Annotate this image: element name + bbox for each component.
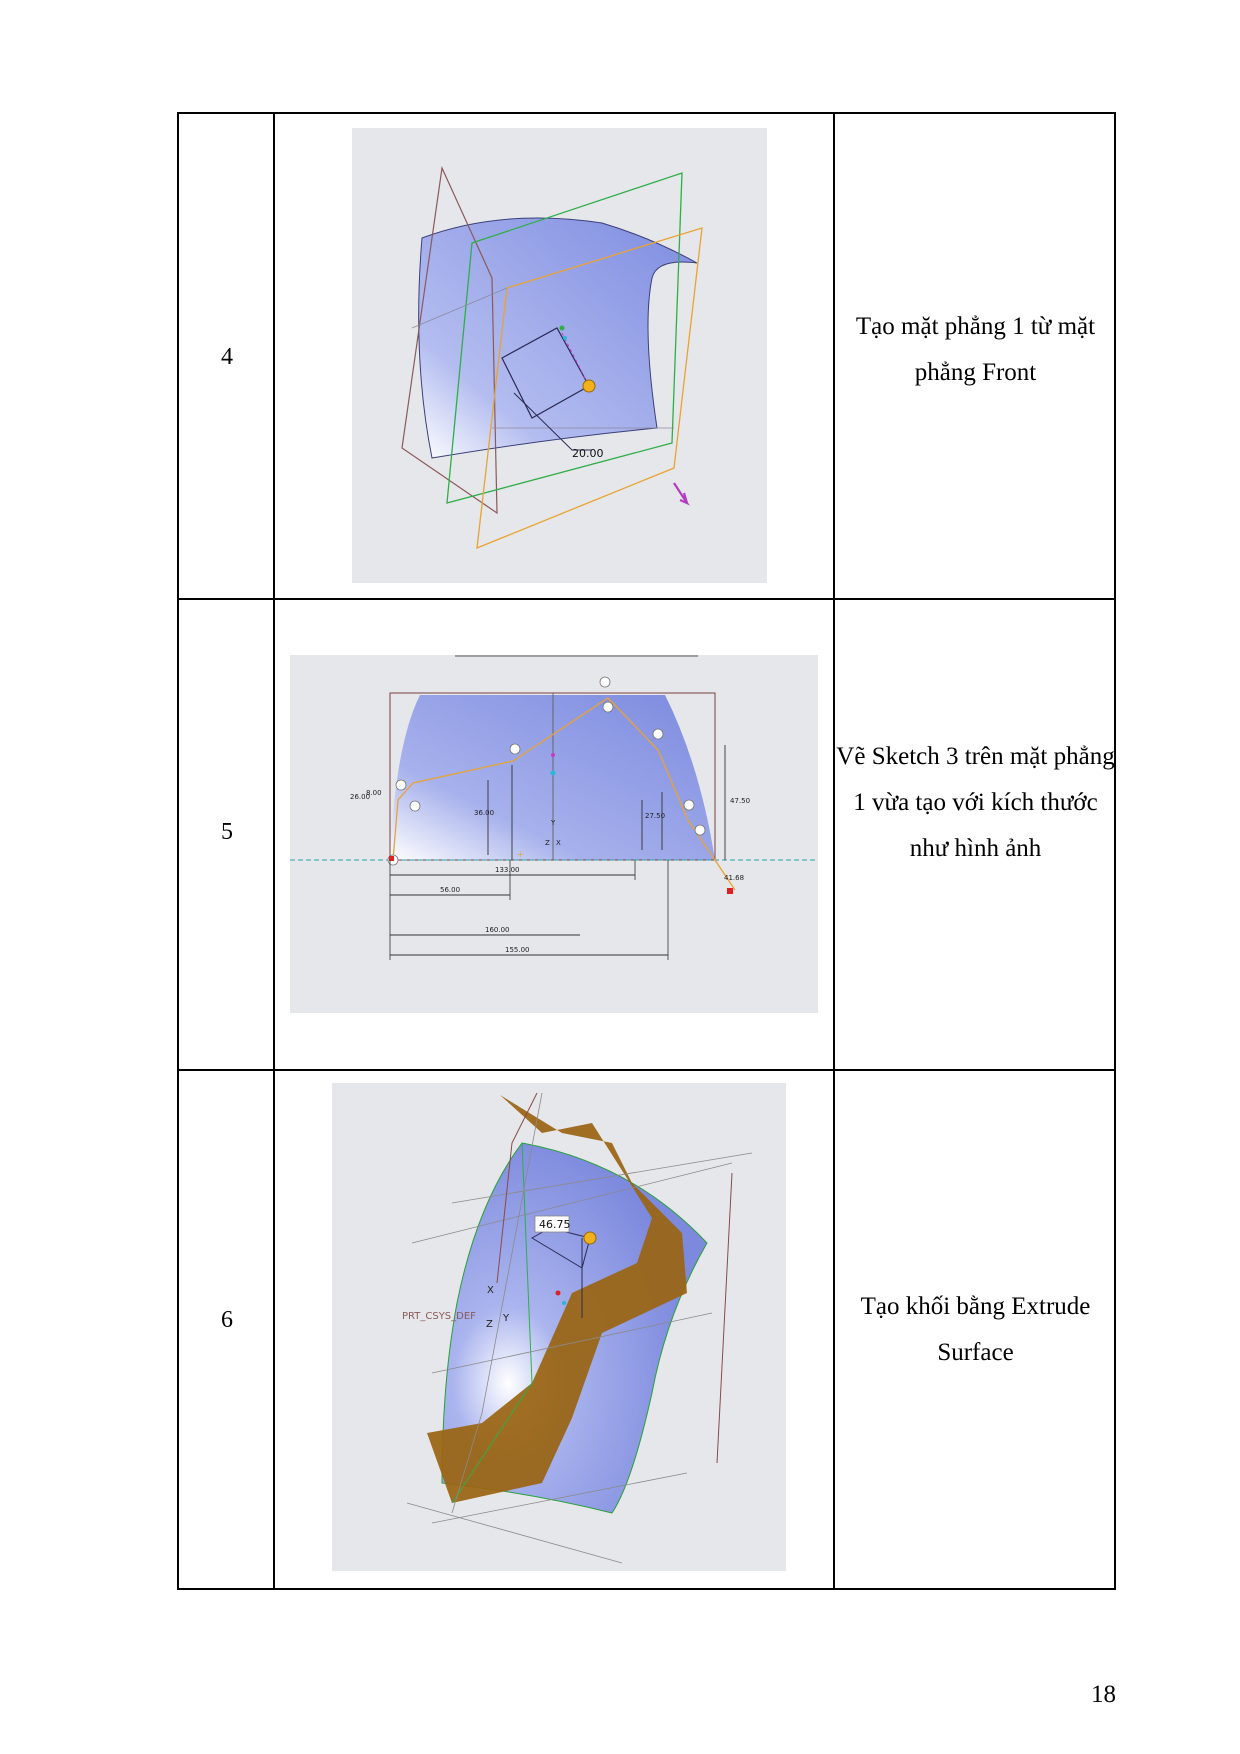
- axis-label: Z: [486, 1319, 493, 1330]
- step-description: Vẽ Sketch 3 trên mặt phẳng 1 vừa tạo với kích thước như hình ảnh: [836, 743, 1115, 862]
- axis-label: Z: [545, 839, 550, 847]
- step-description: Tạo khối bằng Extrude Surface: [860, 1293, 1091, 1366]
- step-number: 5: [221, 819, 233, 845]
- coordinate-system-label: PRT_CSYS_DEF: [402, 1311, 476, 1322]
- axis-label: X: [556, 839, 561, 847]
- dimension-label: 133.00: [495, 866, 520, 874]
- steps-table: [177, 112, 1116, 1590]
- figure-step-5: [290, 655, 818, 1013]
- svg-text:+: +: [517, 847, 524, 861]
- dimension-label: 47.50: [730, 797, 751, 805]
- extrude-surface-3d-view-icon: [332, 1083, 786, 1571]
- dimension-label: 160.00: [485, 926, 510, 934]
- axis-label: Y: [551, 819, 556, 827]
- step-number: 6: [221, 1307, 233, 1333]
- dimension-label: 56.00: [440, 886, 461, 894]
- page-number: 18: [1091, 1681, 1116, 1708]
- dimension-label: 8.00: [366, 789, 382, 797]
- dimension-label: 20.00: [572, 447, 604, 460]
- dimension-label: 155.00: [505, 946, 530, 954]
- sketch-dimensioned-view-icon: [290, 655, 818, 1013]
- figure-step-6: [332, 1083, 786, 1571]
- axis-label: X: [487, 1285, 494, 1296]
- figure-step-4: [352, 128, 767, 583]
- step-description: Tạo mặt phẳng 1 từ mặt phẳng Front: [855, 313, 1096, 386]
- dimension-label: 36.00: [474, 809, 495, 817]
- offset-datum-plane-3d-view-icon: [352, 128, 767, 583]
- row-divider: [179, 598, 1114, 600]
- column-divider: [273, 114, 275, 1588]
- axis-label: Y: [503, 1313, 510, 1324]
- row-divider: [179, 1069, 1114, 1071]
- dimension-label: 26.00: [350, 793, 371, 801]
- dimension-label: 46.75: [539, 1218, 571, 1231]
- step-number: 4: [221, 344, 233, 370]
- dimension-label: 41.68: [724, 874, 745, 882]
- dimension-label: 27.50: [645, 812, 666, 820]
